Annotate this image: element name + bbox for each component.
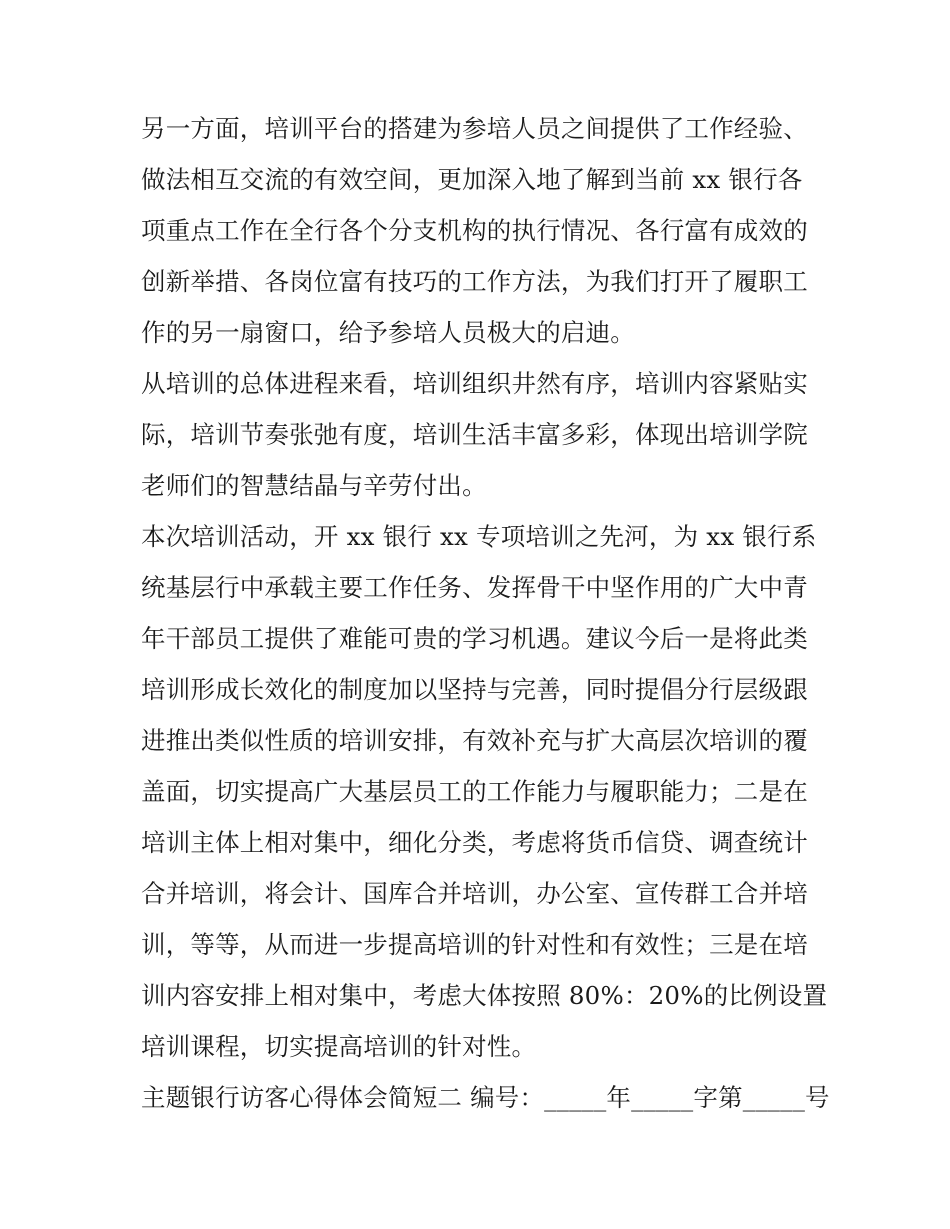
text-line: 年干部员工提供了难能可贵的学习机遇。建议今后一是将此类 [141, 624, 808, 653]
text-line: 进推出类似性质的培训安排，有效补充与扩大高层次培训的覆 [141, 726, 808, 755]
text-line: 培训形成长效化的制度加以坚持与完善，同时提倡分行层级跟 [141, 675, 808, 704]
text-line: 培训主体上相对集中，细化分类，考虑将货币信贷、调查统计 [141, 828, 808, 857]
text-line: 本次培训活动，开 xx 银行 xx 专项培训之先河，为 xx 银行系 [141, 522, 817, 551]
text-line: 做法相互交流的有效空间，更加深入地了解到当前 xx 银行各 [141, 165, 803, 194]
text-line: 项重点工作在全行各个分支机构的执行情况、各行富有成效的 [141, 216, 808, 245]
text-line: 统基层行中承载主要工作任务、发挥骨干中坚作用的广大中青 [141, 573, 808, 602]
text-line: 主题银行访客心得体会简短二 编号：_____年_____字第_____号 [141, 1083, 830, 1112]
text-line: 训内容安排上相对集中，考虑大体按照 80%：20%的比例设置 [141, 981, 828, 1010]
text-line: 盖面，切实提高广大基层员工的工作能力与履职能力；二是在 [141, 777, 808, 806]
text-line: 从培训的总体进程来看，培训组织井然有序，培训内容紧贴实 [141, 369, 808, 398]
text-line: 培训课程，切实提高培训的针对性。 [141, 1032, 537, 1061]
text-line: 训，等等，从而进一步提高培训的针对性和有效性；三是在培 [141, 930, 808, 959]
text-line: 作的另一扇窗口，给予参培人员极大的启迪。 [141, 318, 635, 347]
text-line: 合并培训，将会计、国库合并培训，办公室、宣传群工合并培 [141, 879, 808, 908]
text-line: 另一方面，培训平台的搭建为参培人员之间提供了工作经验、 [141, 114, 808, 143]
text-line: 际，培训节奏张弛有度，培训生活丰富多彩，体现出培训学院 [141, 420, 808, 449]
text-line: 创新举措、各岗位富有技巧的工作方法，为我们打开了履职工 [141, 267, 808, 296]
text-line: 老师们的智慧结晶与辛劳付出。 [141, 471, 487, 500]
